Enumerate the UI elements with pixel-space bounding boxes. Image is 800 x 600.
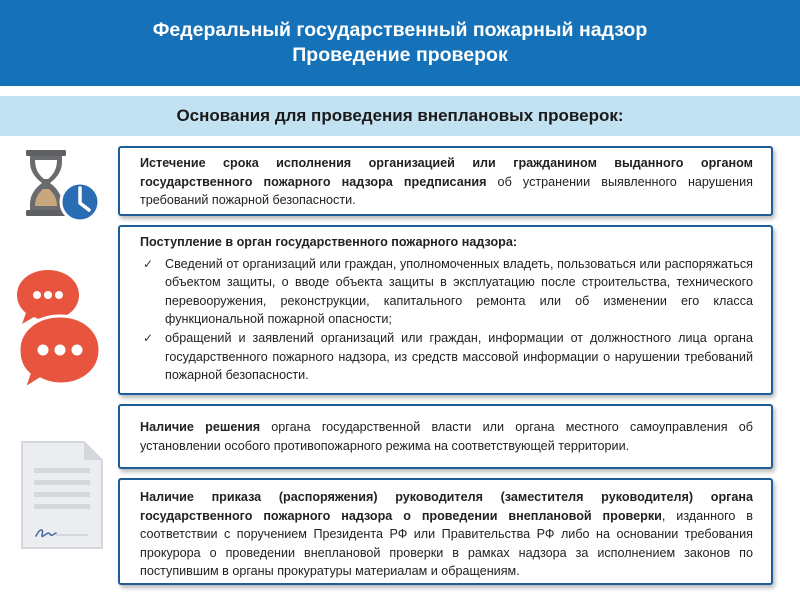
reason-2-list bbox=[140, 255, 753, 385]
reason-1-bold: Истечение срока исполнения организацией или гражданином выданного органом государственного пожарного надзора предписания bbox=[140, 156, 753, 189]
reason-3-text: органа государственной власти или органа местного самоуправления об установлении особого противопожарного режима на соответствующей территории. bbox=[140, 420, 753, 453]
list-item-text: обращений и заявлений организаций или граждан, информации от должностного лица органа государственного пожарного надзора, из средств массовой информации о нарушении требований пожарной безопасности. bbox=[165, 330, 753, 383]
document-icon bbox=[20, 440, 106, 550]
reason-block-2 bbox=[118, 225, 773, 395]
list-item bbox=[140, 255, 753, 329]
title-line-1: Федеральный государственный пожарный надзор bbox=[152, 19, 648, 41]
hourglass-clock-icon bbox=[20, 148, 110, 228]
reason-block-3 bbox=[118, 404, 773, 469]
reason-block-1 bbox=[118, 146, 773, 216]
checkmark-icon: ✓ bbox=[143, 330, 154, 345]
reason-2-heading: Поступление в орган государственного пожарного надзора: bbox=[140, 235, 518, 249]
checkmark-icon: ✓ bbox=[143, 256, 154, 271]
list-item-text: Сведений от организаций или граждан, уполномоченных владеть, пользоваться или распоряжаться объектом защиты, о вводе объекта защиты в эксплуатацию после строительства, технического перевооружения, реконструкции, капитального ремонта или об изменении его класса функциональной пожарной опасности; bbox=[165, 256, 753, 327]
reason-3-bold: Наличие решения bbox=[140, 420, 261, 434]
speech-bubbles-icon bbox=[16, 268, 106, 398]
reason-4-bold: Наличие приказа (распоряжения) руководителя (заместителя руководителя) органа государственного пожарного надзора о проведении внеплановой проверки bbox=[140, 490, 753, 523]
reason-1-text: об устранении выявленного нарушения требований пожарной безопасности. bbox=[140, 174, 753, 208]
section-subtitle: Основания для проведения внеплановых проверок: bbox=[0, 96, 800, 136]
title-bar bbox=[0, 0, 800, 86]
title-line-2: Проведение проверок bbox=[292, 44, 508, 66]
list-item bbox=[140, 329, 753, 385]
reason-block-4 bbox=[118, 478, 773, 585]
reason-4-text: , изданного в соответствии с поручением Президента РФ или Правительства РФ либо на основании требования прокурора о проведении внеплановой проверки в рамках надзора за исполнением законов по поступившим в органы прокуратуры материалам и обращениям. bbox=[140, 508, 753, 579]
